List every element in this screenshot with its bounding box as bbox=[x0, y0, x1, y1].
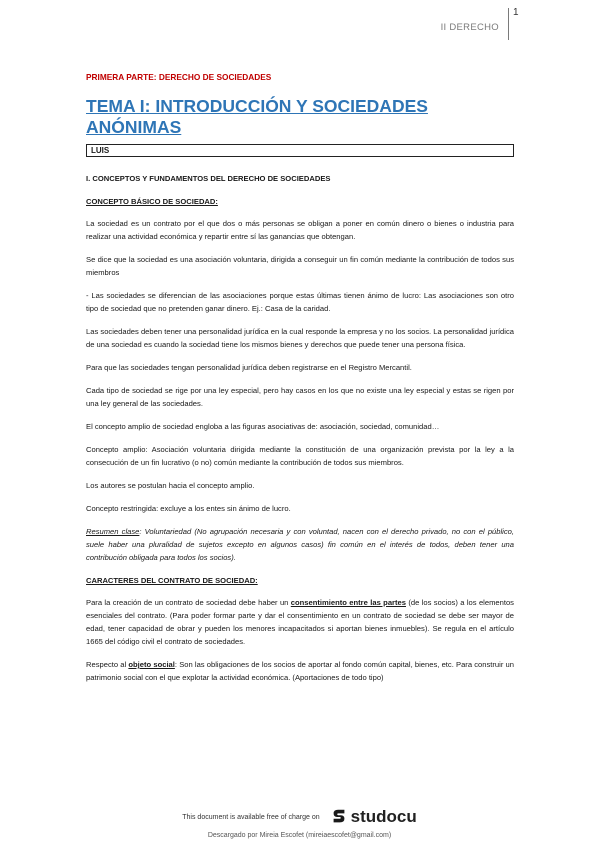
paragraph: Se dice que la sociedad es una asociación voluntaria, dirigida a conseguir un fin común mediante la contribución de todos sus miembros bbox=[86, 255, 514, 277]
studocu-logo-icon bbox=[330, 808, 348, 826]
resumen-text: : Voluntariedad (No agrupación necesaria y con voluntad, nacen con el derecho privado, no con el público, suele haber una pluralidad de sujetos excepto en algunos casos) fin común en el interés de todos, deben tener una contribución obligada para todos los socios). bbox=[86, 527, 514, 562]
paragraph: La sociedad es un contrato por el que dos o más personas se obligan a poner en común dinero o bienes o industria para realizar una actividad económica y repartir entre sí las ganancias que obtengan. bbox=[86, 219, 514, 241]
downloaded-by-text: Descargado por Mireia Escofet (mireiaescofet@gmail.com) bbox=[207, 832, 392, 839]
part-title: PRIMERA PARTE: DERECHO DE SOCIEDADES bbox=[86, 72, 272, 82]
paragraph: - Las sociedades se diferencian de las asociaciones porque estas últimas tienen ánimo de lucro: Las asociaciones son otro tipo de sociedad que no pretenden ganar dinero. Ej.: Casa de la caridad. bbox=[86, 291, 514, 313]
paragraph: Cada tipo de sociedad se rige por una ley especial, pero hay casos en los que no existe una ley especial y estas se rigen por una ley general de las sociedades. bbox=[86, 386, 514, 408]
consentimiento-term: consentimiento entre las partes bbox=[290, 598, 406, 607]
paragraph-consentimiento bbox=[86, 596, 514, 648]
paragraph: El concepto amplio de sociedad engloba a las figuras asociativas de: asociación, sociedad, comunidad… bbox=[86, 422, 440, 431]
header-divider bbox=[508, 8, 509, 40]
text-run: Para la creación de un contrato de sociedad debe haber un bbox=[86, 598, 291, 607]
footer bbox=[0, 807, 599, 839]
studocu-logo[interactable] bbox=[330, 807, 417, 827]
paragraph: Concepto amplio: Asociación voluntaria dirigida mediante la constitución de una organización prevista por la ley a la consecución de un fin lucrativo (o no) común mediante la contribución de todos sus miembros. bbox=[86, 445, 514, 467]
resumen-paragraph bbox=[86, 525, 514, 564]
paragraph: Las sociedades deben tener una personalidad jurídica en la cual responde la empresa y no los socios. La personalidad jurídica de una sociedad es cuando la sociedad tiene los mismos bienes y derechos que puede tener una persona física. bbox=[86, 327, 514, 349]
header-label: II DERECHO bbox=[440, 22, 499, 33]
document-body bbox=[86, 72, 514, 694]
studocu-brand: studocu bbox=[350, 807, 417, 826]
resumen-label: Resumen clase bbox=[86, 527, 140, 536]
page-number: 1 bbox=[513, 7, 519, 18]
subheading-concepto: CONCEPTO BÁSICO DE SOCIEDAD: bbox=[86, 197, 218, 206]
text-run: Respecto al bbox=[86, 660, 129, 669]
text-run: : Son las obligaciones de los socios de aportar al fondo común capital, bienes, etc. Para construir un patrimonio social con el que explotar la actividad económica. (Aportaciones de todo tipo) bbox=[86, 660, 514, 682]
objeto-term: objeto social bbox=[128, 660, 175, 669]
tema-title: TEMA I: INTRODUCCIÓN Y SOCIEDADES ANÓNIMAS bbox=[86, 96, 428, 137]
section-heading: I. CONCEPTOS Y FUNDAMENTOS DEL DERECHO DE SOCIEDADES bbox=[86, 174, 331, 183]
free-charge-text: This document is available free of charge on bbox=[182, 813, 320, 821]
paragraph: Para que las sociedades tengan personalidad jurídica deben registrarse en el Registro Mercantil. bbox=[86, 363, 412, 372]
text-run: (de los socios) a los elementos esenciales del contrato. (Para poder formar parte y dar el consentimiento en un contrato de sociedad se debe ser mayor de edad, tener capacidad de obrar y pueden los menores incapacitados si aportan bienes inmuebles). Se regula en el artículo 1665 del código civil el contrato de sociedades. bbox=[86, 598, 514, 646]
paragraph-objeto bbox=[86, 658, 514, 684]
author-box: LUIS bbox=[86, 144, 514, 157]
subheading-caracteres: CARACTERES DEL CONTRATO DE SOCIEDAD: bbox=[86, 576, 258, 585]
paragraph: Concepto restringida: excluye a los entes sin ánimo de lucro. bbox=[86, 504, 291, 513]
paragraph: Los autores se postulan hacia el concepto amplio. bbox=[86, 481, 255, 490]
